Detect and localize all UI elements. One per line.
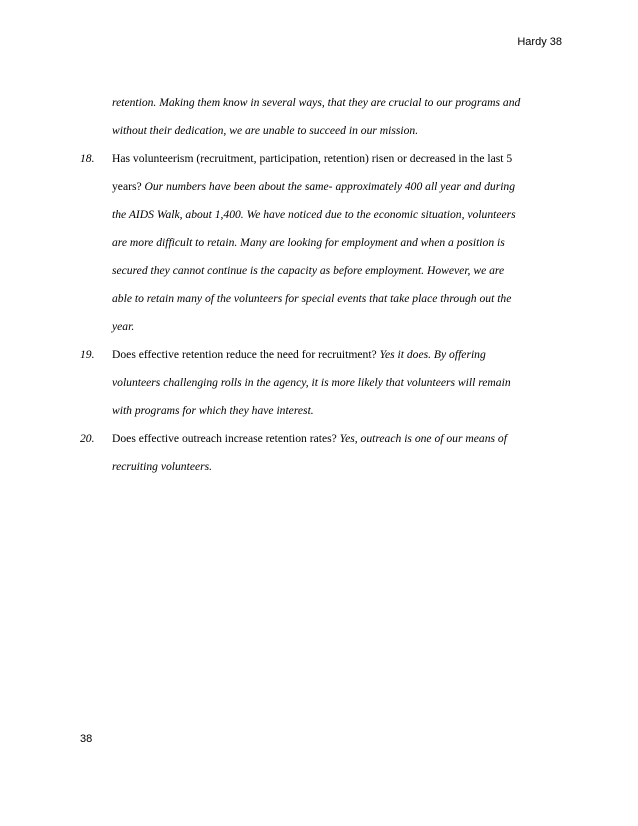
- answer-19-start: Yes it does. By offering: [376, 348, 486, 361]
- answer-19-line-2: volunteers challenging rolls in the agency, it is more likely that volunteers will remain: [112, 376, 511, 389]
- question-18-text: years?: [112, 180, 142, 193]
- answer-18-line-5: secured they cannot continue is the capacity as before employment. However, we are: [112, 264, 505, 277]
- continuation-line-1: retention. Making them know in several ways, that they are crucial to our programs and: [112, 96, 521, 109]
- question-20-line-1: [112, 432, 582, 446]
- answer-18-start: Our numbers have been about the same- approximately 400 all year and during: [141, 180, 516, 193]
- answer-18-line-7: year.: [112, 320, 135, 333]
- answer-18-line-3: the AIDS Walk, about 1,400. We have noticed due to the economic situation, volunteers: [112, 208, 516, 221]
- continuation-line-2: without their dedication, we are unable to succeed in our mission.: [112, 124, 419, 137]
- question-19-text: Does effective retention reduce the need for recruitment?: [112, 348, 377, 361]
- running-head: Hardy 38: [517, 36, 562, 48]
- answer-18-line-4: are more difficult to retain. Many are looking for employment and when a position is: [112, 236, 505, 249]
- answer-20-start: Yes, outreach is one of our means of: [336, 432, 507, 445]
- list-number-19: 19.: [80, 348, 95, 361]
- footer-page-number: 38: [80, 733, 93, 745]
- question-19-line-1: [112, 348, 582, 362]
- question-18-line-2: [112, 180, 582, 194]
- answer-20-line-2: recruiting volunteers.: [112, 460, 213, 473]
- question-20-text: Does effective outreach increase retention rates?: [112, 432, 337, 445]
- question-18-line-1: Has volunteerism (recruitment, participation, retention) risen or decreased in the last 5: [112, 152, 513, 165]
- list-number-18: 18.: [80, 152, 95, 165]
- answer-18-line-6: able to retain many of the volunteers for special events that take place through out the: [112, 292, 512, 305]
- list-number-20: 20.: [80, 432, 95, 445]
- answer-19-line-3: with programs for which they have interest.: [112, 404, 314, 417]
